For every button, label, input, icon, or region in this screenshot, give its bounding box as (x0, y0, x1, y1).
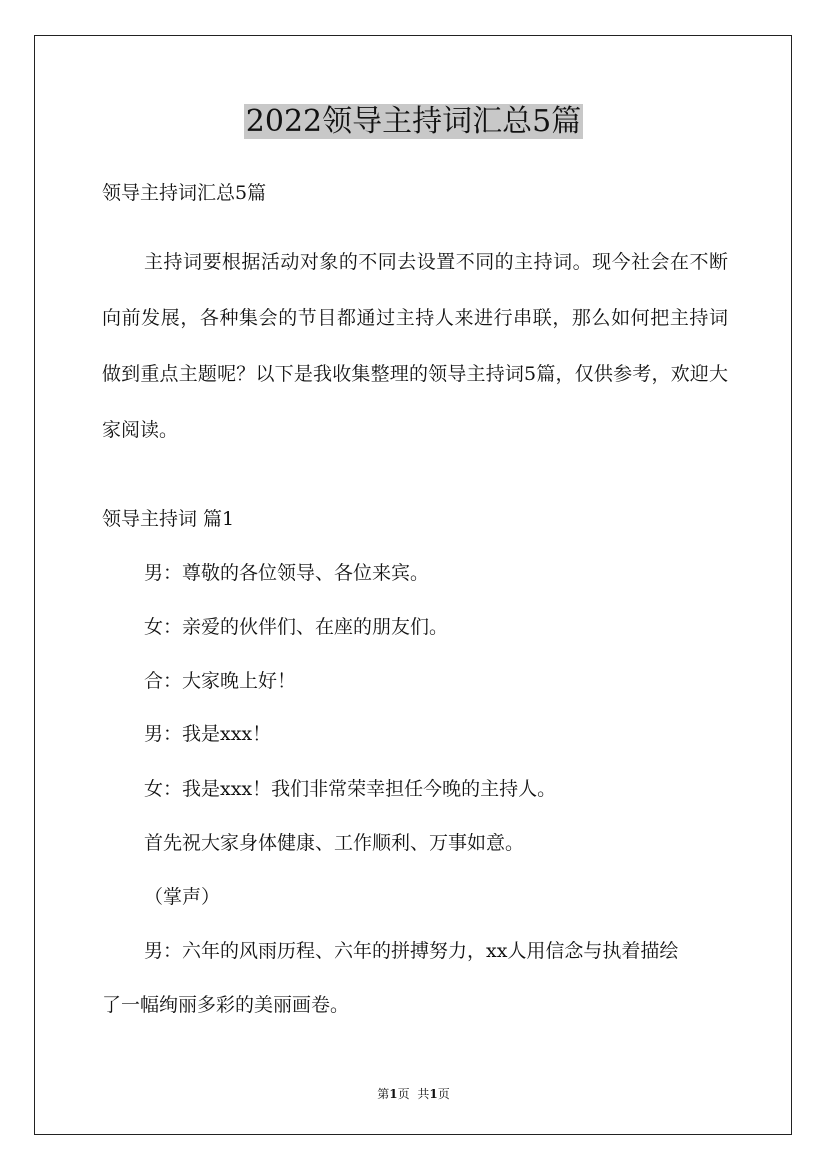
dialogue-line-5: 女：我是xxx！我们非常荣幸担任今晚的主持人。 (144, 778, 557, 800)
dialogue-line-6: 首先祝大家身体健康、工作顺利、万事如意。 (144, 832, 525, 854)
footer-page-number: 1 (389, 1087, 398, 1101)
footer-page-prefix: 第 (377, 1087, 390, 1101)
page-footer (0, 1086, 827, 1102)
dialogue-line-1: 男：尊敬的各位领导、各位来宾。 (144, 562, 430, 584)
footer-total-suffix: 页 (437, 1087, 450, 1101)
dialogue-line-2: 女：亲爱的伙伴们、在座的朋友们。 (144, 616, 449, 638)
dialogue-line-7: （掌声） (144, 886, 221, 908)
footer-total-prefix: 共 (417, 1087, 430, 1101)
intro-paragraph: 主持词要根据活动对象的不同去设置不同的主持词。现今社会在不断向前发展，各种集会的节目都通过主持人来进行串联，那么如何把主持词做到重点主题呢？以下是我收集整理的领导主持词5篇，仅供参考，欢迎大家阅读。 (102, 251, 728, 441)
document-title (0, 102, 827, 142)
document-subtitle: 领导主持词汇总5篇 (102, 182, 267, 204)
footer-total-pages: 1 (429, 1087, 438, 1101)
dialogue-line-8: 男：六年的风雨历程、六年的拼搏努力，xx人用信念与执着描绘 (144, 940, 679, 962)
dialogue-line-9: 了一幅绚丽多彩的美丽画卷。 (102, 994, 350, 1016)
dialogue-line-3: 合：大家晚上好！ (144, 670, 297, 692)
section-heading: 领导主持词 篇1 (102, 508, 235, 530)
dialogue-line-4: 男：我是xxx！ (144, 723, 272, 745)
document-title-text: 2022领导主持词汇总5篇 (245, 104, 582, 139)
footer-page-suffix: 页 (397, 1087, 410, 1101)
